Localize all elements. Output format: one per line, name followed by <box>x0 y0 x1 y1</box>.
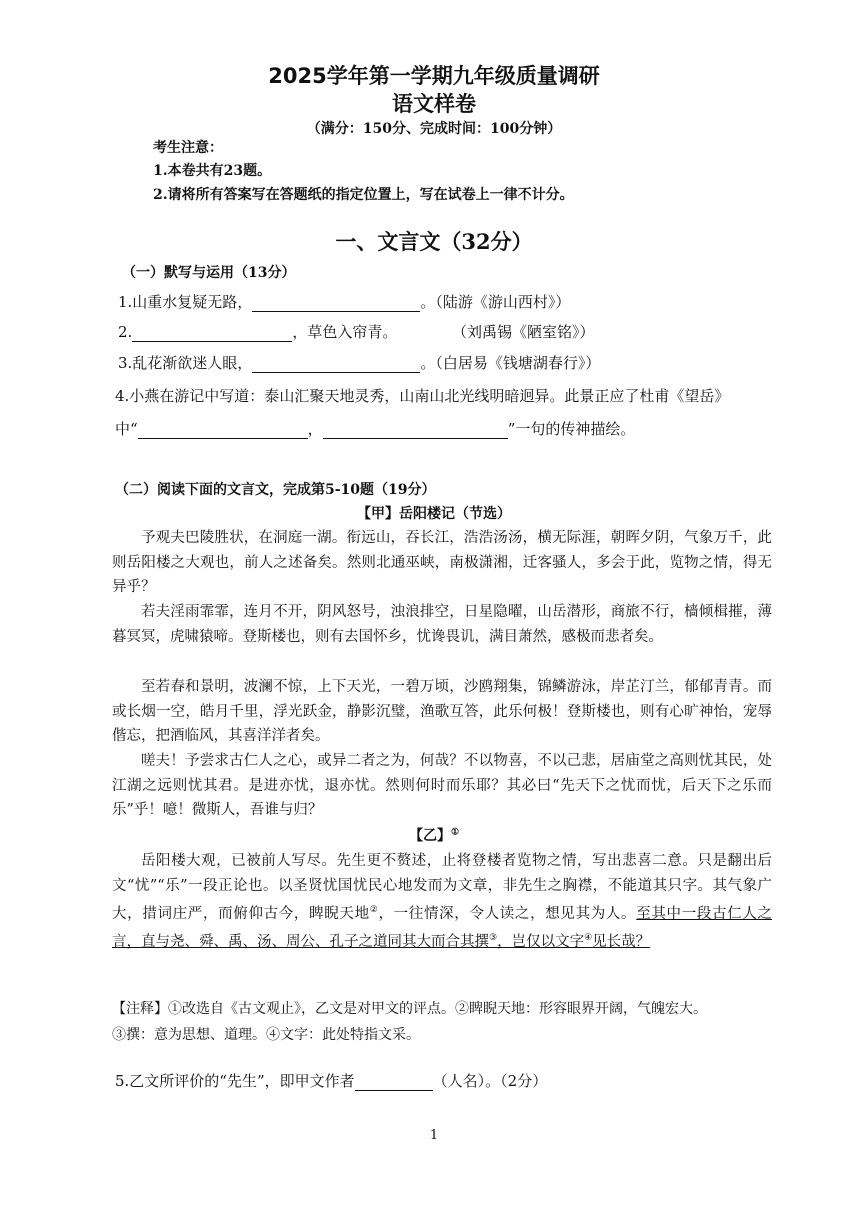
q4-prefix: 中“ <box>115 420 138 438</box>
section-title: 一、文言文（32分） <box>335 229 533 254</box>
q4-suffix: ”一句的传神描绘。 <box>507 420 636 438</box>
passage-jia-para-4: 嗟夫！予尝求古仁人之心，或异二者之为，何哉？不以物喜，不以己悲，居庙堂之高则忧其民，处江湖之远则忧其君。是进亦忧，退亦忧。然则何时而乐耶？其必曰“先天下之忧而忧，后天下之乐而乐”乎！噫！微斯人，吾谁与归？ <box>112 753 772 819</box>
q2-answer-blank[interactable] <box>132 325 292 342</box>
notice-item-2: 2.请将所有答案写在答题纸的指定位置上，写在试卷上一律不计分。 <box>153 187 574 203</box>
yi-text-d: ，岂仅以文字 <box>497 934 585 951</box>
yi-text-b: ，一往情深，令人读之，想见其为人。 <box>378 905 637 922</box>
yi-text-e: 见长哉？ <box>592 934 651 951</box>
yi-title-text: 【乙】 <box>408 828 451 844</box>
q1-suffix: 。（陆游《游山西村》） <box>420 293 571 311</box>
yi-note-mark-3: ③ <box>489 933 498 944</box>
q3-prefix: 3.乱花渐欲迷人眼， <box>118 354 253 372</box>
passage-jia-para-3: 至若春和景明，波澜不惊，上下天光，一碧万顷，沙鸥翔集，锦鳞游泳，岸芷汀兰，郁郁青青。而或长烟一空，皓月千里，浮光跃金，静影沉璧，渔歌互答，此乐何极！登斯楼也，则有心旷神怡，宠辱偕忘，把酒临风，其喜洋洋者矣。 <box>112 679 772 745</box>
q4-answer-blank-1[interactable] <box>138 422 308 439</box>
q2-prefix: 2. <box>118 323 133 341</box>
exam-subtitle: 语文样卷 <box>392 92 476 116</box>
passage-jia-para-2: 若夫淫雨霏霏，连月不开，阴风怒号，浊浪排空，日星隐曜，山岳潜形，商旅不行，樯倾楫摧，薄暮冥冥，虎啸猿啼。登斯楼也，则有去国怀乡，忧谗畏讥，满目萧然，感极而悲者矣。 <box>112 604 772 645</box>
passage-yi-para <box>112 849 772 955</box>
page-number: 1 <box>429 1128 439 1143</box>
q1-prefix: 1.山重水复疑无路， <box>118 293 253 311</box>
exam-meta: （满分：150分、完成时间：100分钟） <box>306 121 562 137</box>
yi-note-mark-4: ④ <box>584 933 593 944</box>
q3-answer-blank[interactable] <box>252 356 420 373</box>
q3-suffix: 。（白居易《钱塘湖春行》） <box>420 354 601 372</box>
annotations <box>112 996 772 1048</box>
yi-note-mark-1: ① <box>450 827 460 838</box>
q4-answer-blank-2[interactable] <box>323 422 508 439</box>
q5-prefix: 5.乙文所评价的“先生”，即甲文作者 <box>115 1072 355 1090</box>
exam-title: 2025学年第一学期九年级质量调研 <box>268 64 600 88</box>
q4-mid: ， <box>307 420 323 438</box>
annotation-line-1: 【注释】①改选自《古文观止》，乙文是对甲文的评点。②睥睨天地：形容眼界开阔，气魄宏大。 <box>112 1001 707 1017</box>
q2-source: （刘禹锡《陋室铭》） <box>452 323 595 341</box>
question-3 <box>118 352 600 373</box>
q5-answer-blank[interactable] <box>355 1074 433 1091</box>
notice-item-1: 1.本卷共有23题。 <box>153 163 272 179</box>
part1-title: （一）默写与运用（13分） <box>122 265 296 281</box>
question-1 <box>118 291 570 312</box>
q5-suffix: （人名）。（2分） <box>432 1072 548 1090</box>
annotation-line-2: ③撰：意为思想、道理。④文字：此处特指文采。 <box>112 1027 420 1043</box>
yi-text-c: 至其中一段古仁人之言，直与尧、舜、禹、汤、周公、孔子之道同其大而合其撰 <box>112 905 773 951</box>
question-2 <box>118 321 397 342</box>
yi-text-a: 岳阳楼大观，已被前人写尽。先生更不赘述，止将登楼者览物之情，写出悲喜二意。只是翻出后文“忧”“乐”一段正论也。以圣贤忧国忧民心地发而为文章，非先生之胸襟，不能道其只字。其气象广大，措词庄严，而俯仰古今，睥睨天地 <box>112 853 772 922</box>
question-4-line1: 4.小燕在游记中写道：泰山汇聚天地灵秀，山南山北光线明暗迥异。此景正应了杜甫《望岳》 <box>115 387 730 405</box>
yi-note-mark-2: ② <box>369 905 379 915</box>
question-5 <box>115 1070 547 1091</box>
part2-title: （二）阅读下面的文言文，完成第5-10题（19分） <box>115 482 436 498</box>
passage-jia-title: 【甲】岳阳楼记（节选） <box>357 506 511 522</box>
notice-heading: 考生注意： <box>153 140 223 156</box>
passage-yi-title <box>0 825 868 845</box>
passage-jia-para-1: 予观夫巴陵胜状，在洞庭一湖。衔远山，吞长江，浩浩汤汤，横无际涯，朝晖夕阴，气象万千，此则岳阳楼之大观也，前人之述备矣。然则北通巫峡，南极潇湘，迁客骚人，多会于此，览物之情，得无异乎？ <box>112 530 772 596</box>
question-4-line2 <box>115 418 635 439</box>
q1-answer-blank[interactable] <box>252 295 420 312</box>
q2-suffix: ，草色入帘青。 <box>292 323 398 341</box>
